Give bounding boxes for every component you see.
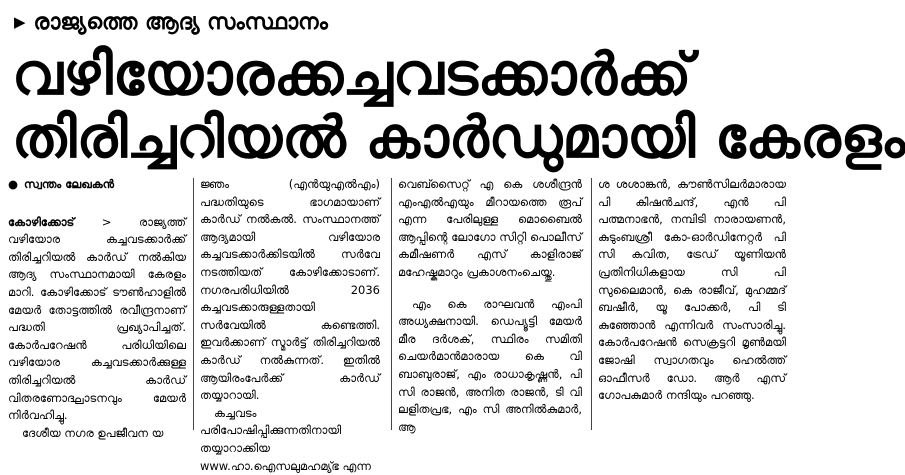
- column-divider: [391, 178, 392, 430]
- column-2: [200, 176, 380, 473]
- dateline-separator: >: [101, 214, 112, 229]
- byline: ● സ്വന്തം ലേഖകൻ: [8, 177, 115, 191]
- triangle-bullet-icon: ▶: [14, 13, 26, 31]
- column-divider: [193, 178, 194, 430]
- bullet-icon: ●: [8, 177, 19, 191]
- kicker-text: രാജ്യത്തെ ആദ്യ സംസ്ഥാനം: [33, 9, 328, 35]
- headline-line-2: തിരിച്ചറിയൽ കാർഡുമായി കേരളം: [12, 105, 905, 171]
- article-body: [0, 176, 800, 473]
- paragraph: ദേശീയ നഗര ഉപജീവന യ: [22, 425, 164, 440]
- headline-line-1: വഴിയോരക്കച്ചവടക്കാർക്ക്: [12, 40, 692, 108]
- column-4: [598, 176, 786, 432]
- column-3: [398, 176, 582, 432]
- paragraph: കച്ചവടം പരിപോഷിപ്പിക്കുന്നതിനായി തയ്യാറാക്കിയ www.ഹാ.ഐസലുമഹമ്യ്ഭ എന്ന: [200, 405, 371, 473]
- kicker: [14, 6, 328, 38]
- paragraph: കോഴിക്കോട് > രാജ്യത്ത് വഴിയോര കച്ചവടക്കാർക്ക് തിരിച്ചറിയൽ കാർഡ് നൽകിയ ആദ്യ സംസ്ഥാനമായി കേരളം മാറി. കോഴിക്കോട് ടൗൺഹാളിൽ മേയർ തോട്ടത്തിൽ രവീന്ദ്രനാണ് പദ്ധതി പ്രഖ്യാപിച്ചത്. കോർപറേഷൻ പരിധിയിലെ വഴിയോര കച്ചവടക്കാർക്കുള്ള തിരിച്ചറിയൽ കാർഡ് വിതരണോദ്ഘാടനവും മേയർ നിർവഹിച്ചു.: [8, 214, 186, 423]
- column-1: [8, 176, 186, 440]
- dateline: കോഴിക്കോട്: [8, 214, 75, 229]
- paragraph: വെബ്സൈറ്റ് എ കെ ശശീന്ദ്രൻ എംഎൽഎയും മീറായത്തെ രൂപ് എന്ന പേരിലുള്ള മൊബൈൽ ആപ്പിന്റെ ലോഗോ സിറ്റി പൊലീസ് കമീഷണർ എസ് കാളിരാജ് മഹേഷ്കുമാറും പ്രകാശനംചെയ്തു.: [398, 177, 582, 279]
- paragraph: ജ്ഞം (എൻയുഎൽഎം) പദ്ധതിയുടെ ഭാഗമായാണ് കാർഡ് നൽകൽ. സംസ്ഥാനത്ത് ആദ്യമായി വഴിയോര കച്ചവടക്കാർക്കിടയിൽ സർവേ നടത്തിയത് കോഴിക്കോടാണ്. നഗരപരിധിയിൽ 2036 കച്ചവടക്കാരുള്ളതായി സർവേയിൽ കണ്ടെത്തി. ഇവർക്കാണ് സ്മാർട്ട് തിരിച്ചറിയൽ കാർഡ് നൽകുന്നത്. ഇതിൽ ആയിരംപേർക്ക് കാർഡ് തയ്യാറായി.: [200, 177, 380, 403]
- column-divider: [591, 178, 592, 430]
- paragraph: ശ ശശാങ്കൻ, കൗൺസിലർമാരായ പി കിഷൻചന്ദ്, എൻ പി പത്മനാഭൻ, നമ്പിടി നാരായണൻ, കുടുംബശ്രീ കോ-ഓർഡിനേറ്റർ പി സി കവിത, ട്രേഡ് യൂണിയൻ പ്രതിനിധികളായ സി പി സുലൈമാൻ, കെ രാജീവ്, മുഹമ്മദ് ബഷീർ, യൂ പോക്കർ, പി ടി കുഞ്ഞോൻ എന്നിവർ സംസാരിച്ചു. കോർപറേഷൻ സെക്രട്ടറി മൃൺമയി ജോഷി സ്വാഗതവും ഹെൽത്ത് ഓഫീസർ ഡോ. ആർ എസ് ഗോപകുമാർ നന്ദിയും പറഞ്ഞു.: [598, 177, 786, 403]
- paragraph: എം കെ രാഘവൻ എംപി അധ്യക്ഷനായി. ഡെപ്യൂട്ടി മേയർ മീര ദർശക്, സ്ഥിരം സമിതി ചെയർമാൻമാരായ കെ വി ബാബുരാജ്, എം രാധാകൃഷ്ണൻ, പി സി രാജൻ, അനിത രാജൻ, ടി വി ലളിതപ്രഭ, എം സി അനിൽകുമാർ, ആ: [398, 296, 582, 434]
